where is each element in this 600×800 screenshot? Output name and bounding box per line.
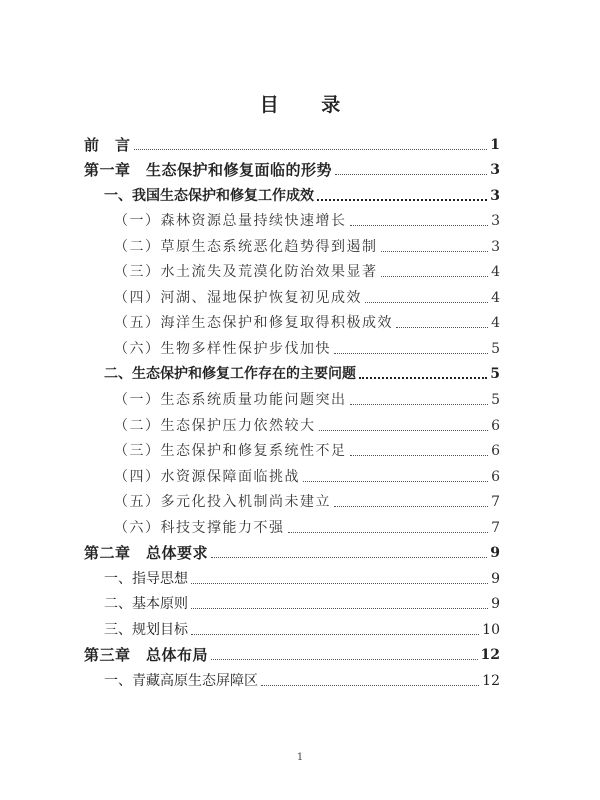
toc-entry-page: 6 [491, 443, 500, 460]
toc-entry[interactable] [84, 562, 500, 588]
toc-entry-label: 一、青藏高原生态屏障区 [104, 673, 258, 690]
toc-entry-page: 12 [480, 647, 500, 664]
table-of-contents [84, 128, 500, 690]
toc-entry-page: 3 [490, 187, 500, 204]
toc-entry[interactable] [84, 613, 500, 639]
toc-entry-page: 4 [491, 264, 500, 281]
toc-entry-label: （二）生态保护压力依然较大 [114, 417, 316, 434]
toc-entry-label: 前 言 [84, 135, 131, 154]
toc-entry[interactable] [84, 383, 500, 409]
toc-entry[interactable] [84, 230, 500, 256]
toc-entry-page: 7 [491, 494, 500, 511]
toc-entry[interactable] [84, 281, 500, 307]
dot-leader [335, 174, 487, 175]
toc-entry-page: 6 [491, 417, 500, 434]
toc-entry-label: （六）科技支撑能力不强 [114, 519, 285, 536]
dot-leader [365, 302, 488, 303]
dot-leader [303, 481, 488, 482]
toc-entry[interactable] [84, 664, 500, 690]
toc-entry-page: 9 [491, 596, 500, 613]
dot-leader [350, 455, 489, 456]
toc-entry-page: 12 [482, 673, 500, 690]
toc-entry-page: 3 [490, 162, 500, 179]
dot-leader [191, 634, 479, 635]
toc-entry[interactable] [84, 435, 500, 461]
dot-leader [350, 404, 489, 405]
toc-entry[interactable] [84, 639, 500, 665]
dot-leader [396, 327, 488, 328]
dot-leader [288, 532, 489, 533]
toc-title: 目 录 [259, 94, 359, 116]
toc-entry-label: 二、生态保护和修复工作存在的主要问题 [104, 366, 356, 383]
toc-entry[interactable] [84, 537, 500, 563]
toc-entry-label: 二、基本原则 [104, 596, 188, 613]
toc-entry-label: 第二章 总体要求 [84, 544, 209, 563]
toc-entry-label: （三）水土流失及荒漠化防治效果显著 [114, 264, 378, 281]
toc-entry-label: 第三章 总体布局 [84, 646, 209, 665]
dot-leader [134, 149, 488, 150]
dot-leader [261, 685, 479, 686]
toc-entry-page: 4 [491, 289, 500, 306]
toc-entry-label: （六）生物多样性保护步伐加快 [114, 340, 331, 357]
toc-entry-page: 3 [491, 238, 500, 255]
dot-leader [211, 659, 478, 660]
toc-entry[interactable] [84, 256, 500, 282]
toc-entry-page: 4 [491, 315, 500, 332]
toc-entry-label: 一、指导思想 [104, 570, 188, 587]
toc-entry[interactable] [84, 486, 500, 512]
toc-entry[interactable] [84, 460, 500, 486]
toc-entry-label: （五）海洋生态保护和修复取得积极成效 [114, 315, 393, 332]
toc-entry[interactable] [84, 205, 500, 231]
toc-entry-label: （三）生态保护和修复系统性不足 [114, 443, 347, 460]
dot-leader [191, 608, 488, 609]
dot-leader [317, 199, 487, 201]
toc-entry-page: 1 [490, 136, 500, 153]
toc-entry[interactable] [84, 409, 500, 435]
toc-entry-label: （一）森林资源总量持续快速增长 [114, 213, 347, 230]
toc-entry[interactable] [84, 332, 500, 358]
toc-entry-label: （五）多元化投入机制尚未建立 [114, 494, 331, 511]
toc-entry-label: （四）河湖、湿地保护恢复初见成效 [114, 289, 362, 306]
toc-entry-page: 9 [491, 570, 500, 587]
page-number: 1 [296, 752, 304, 763]
dot-leader [350, 225, 489, 226]
toc-entry-page: 9 [490, 545, 500, 562]
toc-entry[interactable] [84, 358, 500, 384]
toc-entry[interactable] [84, 154, 500, 180]
dot-leader [334, 353, 488, 354]
toc-entry-page: 3 [491, 213, 500, 230]
toc-entry-label: 一、我国生态保护和修复工作成效 [104, 187, 314, 204]
toc-entry-page: 6 [491, 468, 500, 485]
dot-leader [381, 251, 489, 252]
toc-entry[interactable] [84, 511, 500, 537]
toc-entry-label: （一）生态系统质量功能问题突出 [114, 392, 347, 409]
dot-leader [191, 583, 488, 584]
toc-entry-page: 5 [491, 392, 500, 409]
toc-entry[interactable] [84, 307, 500, 333]
toc-entry-page: 10 [482, 621, 500, 638]
toc-entry-label: （二）草原生态系统恶化趋势得到遏制 [114, 238, 378, 255]
toc-entry-label: 第一章 生态保护和修复面临的形势 [84, 161, 333, 180]
dot-leader [359, 377, 487, 379]
toc-entry[interactable] [84, 128, 500, 154]
toc-entry-label: （四）水资源保障面临挑战 [114, 468, 300, 485]
dot-leader [381, 276, 489, 277]
dot-leader [334, 506, 488, 507]
toc-entry-label: 三、规划目标 [104, 621, 188, 638]
toc-entry[interactable] [84, 588, 500, 614]
toc-entry-page: 7 [491, 519, 500, 536]
dot-leader [319, 430, 489, 431]
dot-leader [211, 557, 487, 558]
toc-entry-page: 5 [490, 366, 500, 383]
toc-entry[interactable] [84, 179, 500, 205]
toc-entry-page: 5 [491, 340, 500, 357]
